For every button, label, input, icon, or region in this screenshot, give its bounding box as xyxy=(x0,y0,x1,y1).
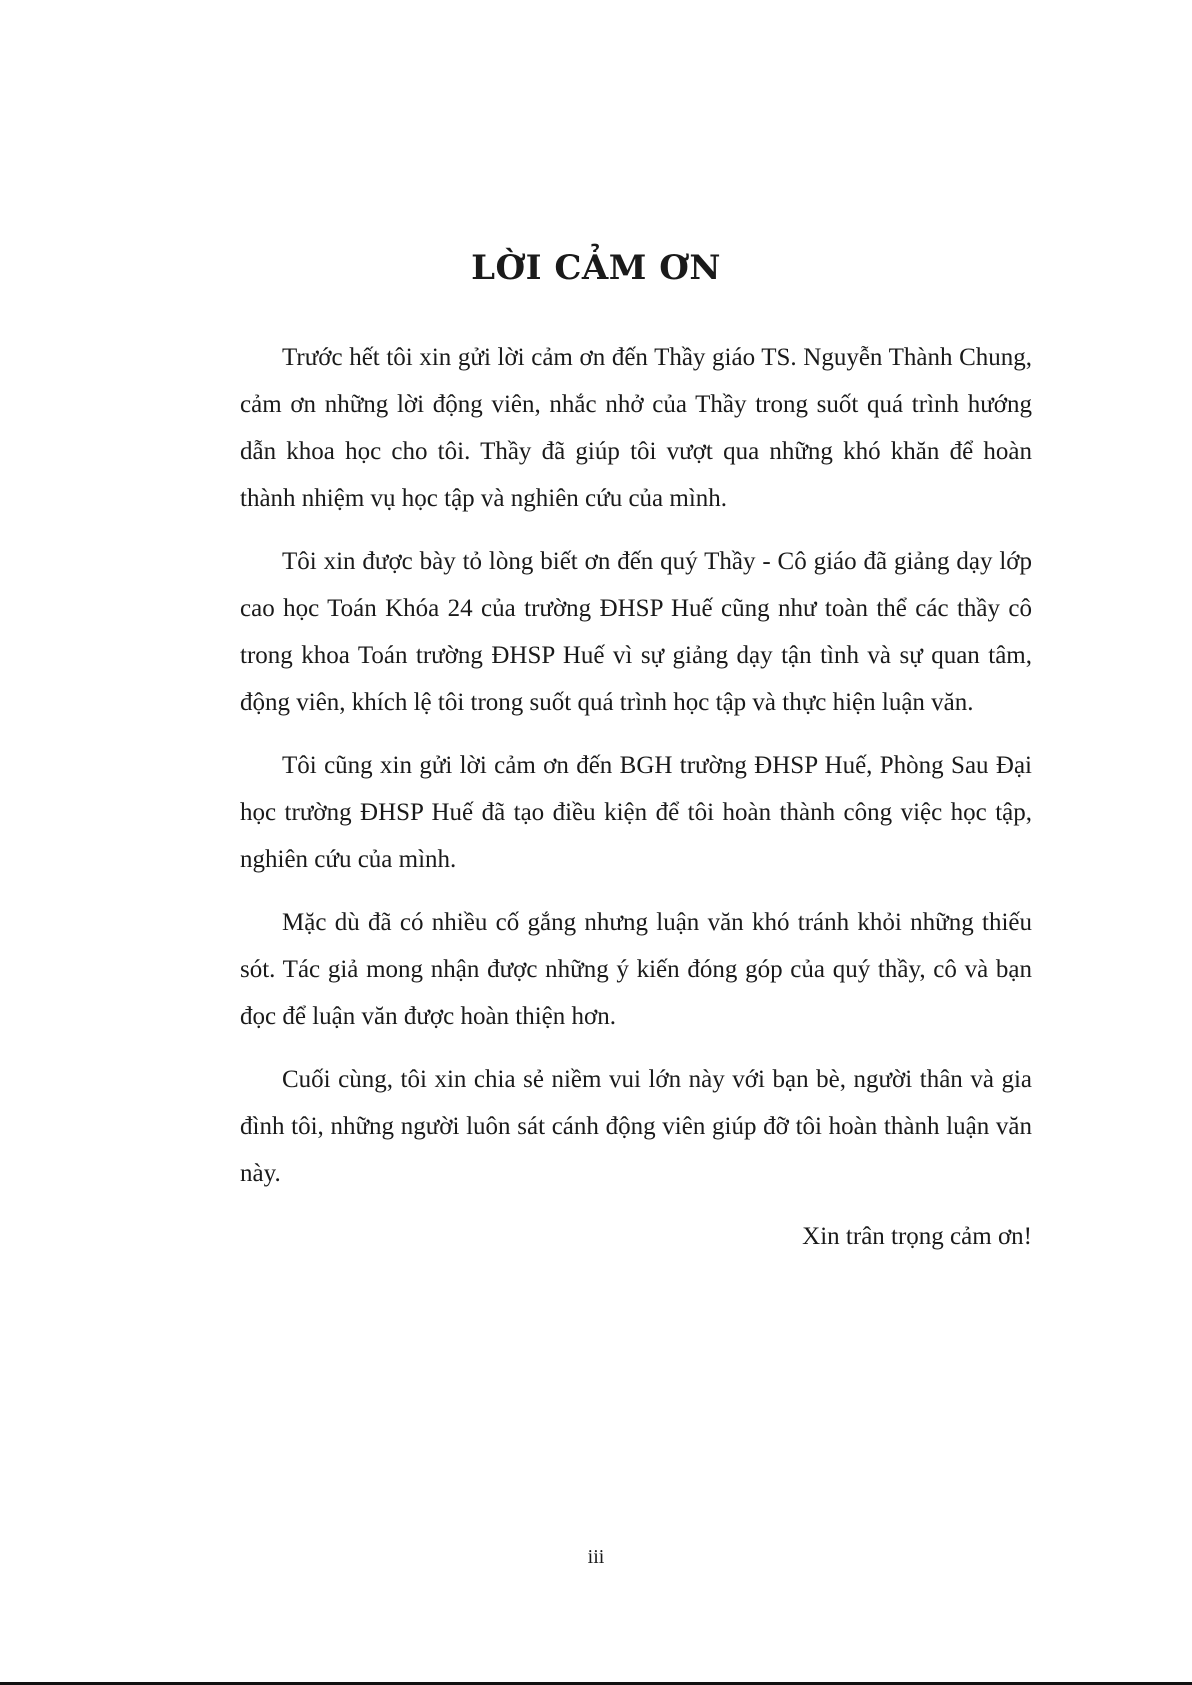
acknowledgement-body xyxy=(240,334,1032,1260)
page-title: LỜI CẢM ƠN xyxy=(471,248,721,288)
paragraph-1: Trước hết tôi xin gửi lời cảm ơn đến Thầy giáo TS. Nguyễn Thành Chung, cảm ơn những lời động viên, nhắc nhở của Thầy trong suốt quá trình hướng dẫn khoa học cho tôi. Thầy đã giúp tôi vượt qua những khó khăn để hoàn thành nhiệm vụ học tập và nghiên cứu của mình. xyxy=(240,344,1032,512)
page-number: iii xyxy=(587,1546,605,1568)
closing-line: Xin trân trọng cảm ơn! xyxy=(802,1223,1032,1250)
paragraph-4: Mặc dù đã có nhiều cố gắng nhưng luận văn khó tránh khỏi những thiếu sót. Tác giả mong nhận được những ý kiến đóng góp của quý thầy, cô và bạn đọc để luận văn được hoàn thiện hơn. xyxy=(240,909,1032,1030)
paragraph-2: Tôi xin được bày tỏ lòng biết ơn đến quý Thầy - Cô giáo đã giảng dạy lớp cao học Toán Khóa 24 của trường ĐHSP Huế cũng như toàn thể các thầy cô trong khoa Toán trường ĐHSP Huế vì sự giảng dạy tận tình và sự quan tâm, động viên, khích lệ tôi trong suốt quá trình học tập và thực hiện luận văn. xyxy=(240,548,1032,716)
paragraph-5: Cuối cùng, tôi xin chia sẻ niềm vui lớn này với bạn bè, người thân và gia đình tôi, những người luôn sát cánh động viên giúp đỡ tôi hoàn thành luận văn này. xyxy=(240,1066,1032,1187)
paragraph-3: Tôi cũng xin gửi lời cảm ơn đến BGH trường ĐHSP Huế, Phòng Sau Đại học trường ĐHSP Huế đã tạo điều kiện để tôi hoàn thành công việc học tập, nghiên cứu của mình. xyxy=(240,752,1032,873)
